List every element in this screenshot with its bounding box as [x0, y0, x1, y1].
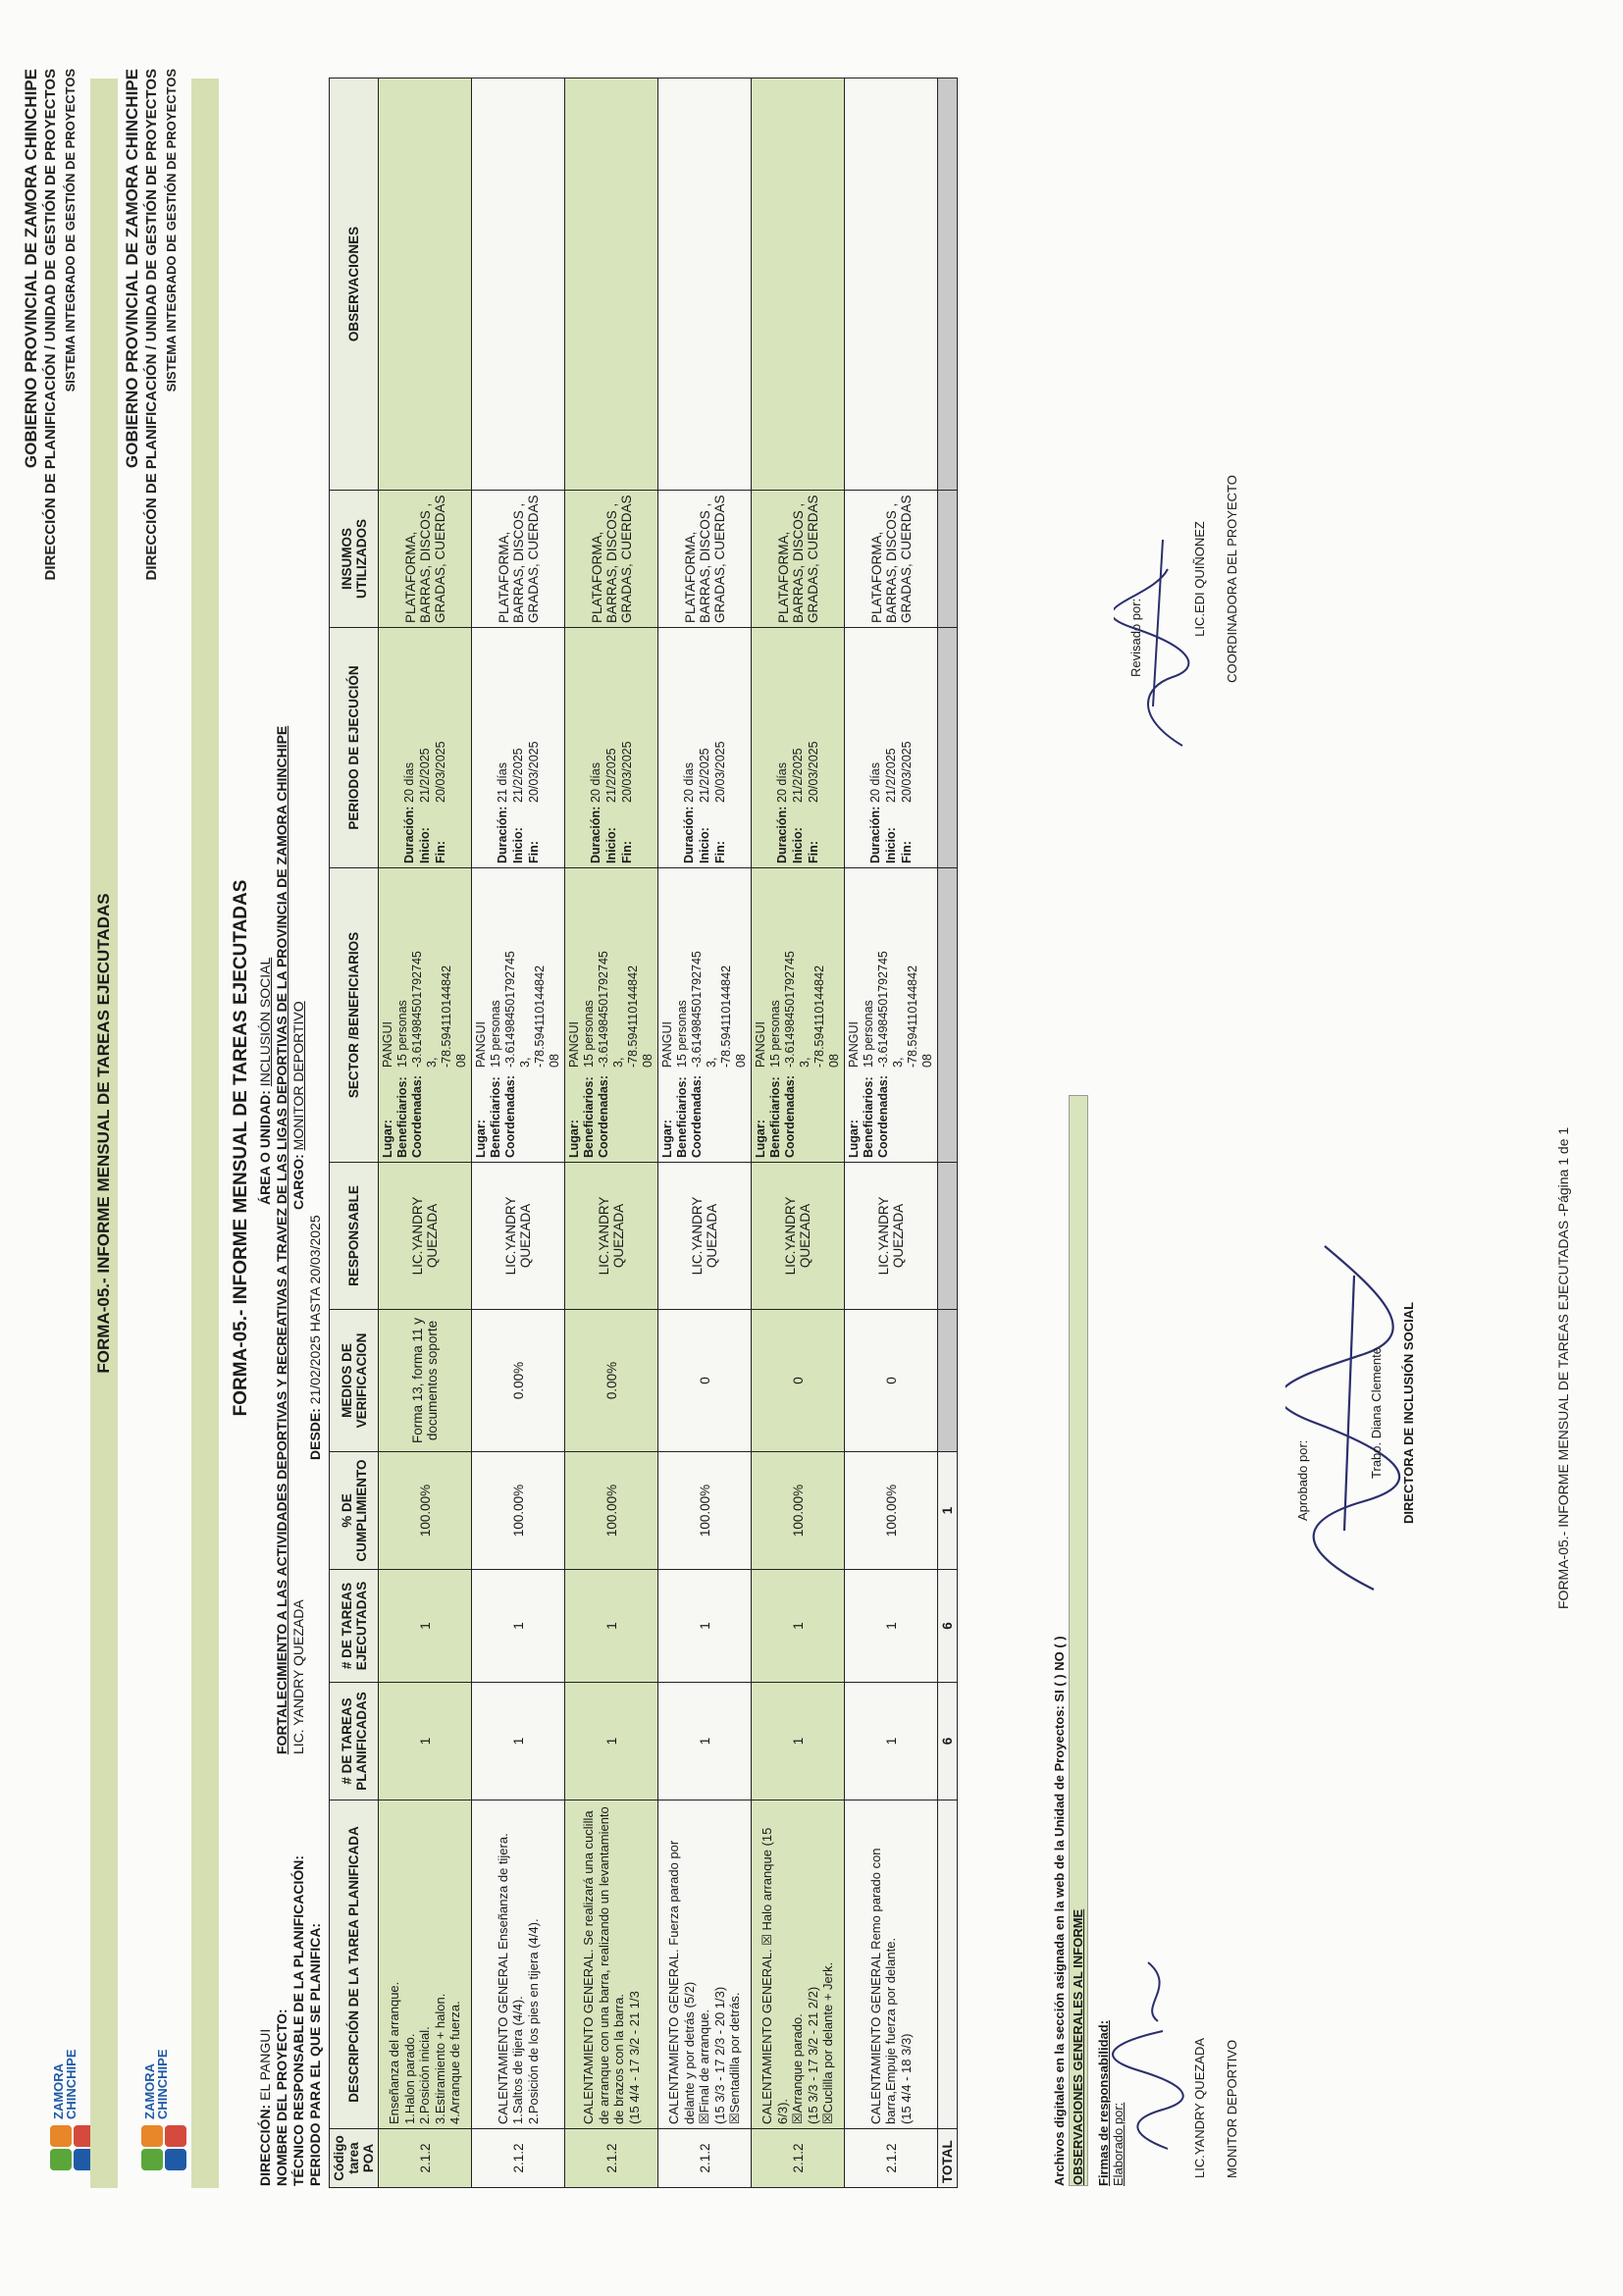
descripcion-cell: CALENTAMIENTO GENERAL. Se realizará una cuclilla de arranque con una barra, realizando un levantamiento de brazos con la barra. (15 4/4 - 17 3/2 - 21 1/3 — [565, 1800, 658, 2129]
beneficiarios-label: Beneficiarios: — [582, 1076, 596, 1158]
lugar-label: Lugar: — [754, 1120, 767, 1158]
medios-cell: 0 — [752, 1310, 845, 1452]
inicio-label: Inicio: — [604, 827, 618, 863]
cumplimiento-cell: 100.00% — [379, 1452, 472, 1570]
codigo-cell: 2.1.2 — [845, 2129, 938, 2188]
medios-cell: Forma 13, forma 11 y documentos soporte — [379, 1310, 472, 1452]
insumos-cell: PLATAFORMA, BARRAS, DISCOS , GRADAS, CUERDAS — [379, 491, 472, 628]
handwritten-signature-icon — [1114, 510, 1202, 765]
signature-elaborado — [1109, 1923, 1197, 2178]
org-header — [22, 69, 80, 580]
medios-cell: 0 — [658, 1310, 752, 1452]
beneficiarios-value: 15 personas — [675, 1000, 689, 1068]
insumos-cell: PLATAFORMA, BARRAS, DISCOS , GRADAS, CUERDAS — [752, 491, 845, 628]
total-planificadas: 6 — [938, 1683, 958, 1800]
aprobado-name: Trabo. Diana Clemente — [1369, 1347, 1384, 1479]
lugar-value: PANGUI — [754, 1021, 767, 1068]
lugar-label: Lugar: — [381, 1120, 394, 1158]
fin-value: 20/03/2025 — [434, 741, 447, 803]
cumplimiento-cell: 100.00% — [658, 1452, 752, 1570]
descripcion-cell: CALENTAMIENTO GENERAL Remo parado con barra,Empuje fuerza por delante. (15 4/4 - 18 3/3) — [845, 1800, 938, 2129]
col-insumos: INSUMOS UTILIZADOS — [330, 491, 379, 628]
codigo-cell: 2.1.2 — [565, 2129, 658, 2188]
duracion-label: Duración: — [589, 806, 602, 863]
inicio-value: 21/2/2025 — [418, 748, 432, 803]
sector-cell — [752, 868, 845, 1163]
proyecto-value: FORTALECIMIENTO A LAS ACTIVIDADES DEPORTIVAS Y RECREATIVAS A TRAVEZ DE LAS LIGAS DEPORTIVAS DE LA PROVINCIA DE ZAMORA CHINCHIPE — [274, 725, 289, 1754]
band-title: FORMA-05.- INFORME MENSUAL DE TAREAS EJECUTADAS — [94, 893, 113, 1374]
descripcion-cell: CALENTAMIENTO GENERAL. Fuerza parado por delante y por detrás (5/2) ☒Final de arranque. (15 3/3 - 17 2/3 - 20 1/3) ☒Sentadilla por detrás. — [658, 1800, 752, 2129]
table-row — [752, 78, 845, 2188]
planificadas-cell: 1 — [472, 1683, 565, 1800]
planificadas-cell: 1 — [379, 1683, 472, 1800]
aprobado-role: DIRECTORA DE INCLUSIÓN SOCIAL — [1401, 1301, 1416, 1525]
beneficiarios-value: 15 personas — [582, 1000, 596, 1068]
sector-cell — [845, 868, 938, 1163]
total-cumplimiento: 1 — [938, 1452, 958, 1570]
table-row — [658, 78, 752, 2188]
table-row — [845, 78, 938, 2188]
coordenadas-value: -3.614984501792745 3, -78.594110144842 08 — [503, 951, 561, 1068]
observaciones-cell — [658, 78, 752, 491]
cumplimiento-cell: 100.00% — [845, 1452, 938, 1570]
fin-label: Fin: — [713, 841, 727, 863]
sector-cell — [472, 868, 565, 1163]
fin-value: 20/03/2025 — [527, 741, 541, 803]
elaborado-role: MONITOR DEPORTIVO — [1225, 2039, 1239, 2178]
medios-cell: 0 — [845, 1310, 938, 1452]
insumos-cell: PLATAFORMA, BARRAS, DISCOS , GRADAS, CUERDAS — [845, 491, 938, 628]
lugar-value: PANGUI — [381, 1021, 394, 1068]
cargo-value: MONITOR DEPORTIVO — [290, 1001, 306, 1151]
cumplimiento-cell: 100.00% — [565, 1452, 658, 1570]
medios-cell: 0.00% — [472, 1310, 565, 1452]
responsable-cell: LIC.YANDRY QUEZADA — [658, 1163, 752, 1310]
fin-value: 20/03/2025 — [807, 741, 820, 803]
firmas-label: Firmas de responsabilidad: — [1096, 2019, 1111, 2186]
elaborado-name: LIC.YANDRY QUEZADA — [1192, 2037, 1207, 2178]
periodo-label: PERIODO PARA EL QUE SE PLANIFICA: — [307, 1922, 323, 2186]
footer-block — [1052, 77, 1126, 2186]
cargo-label: CARGO: — [290, 1154, 306, 1210]
beneficiarios-label: Beneficiarios: — [675, 1076, 689, 1158]
coordenadas-value: -3.614984501792745 3, -78.594110144842 08 — [690, 951, 748, 1068]
beneficiarios-value: 15 personas — [768, 1000, 782, 1068]
cumplimiento-cell: 100.00% — [472, 1452, 565, 1570]
beneficiarios-label: Beneficiarios: — [489, 1076, 502, 1158]
beneficiarios-value: 15 personas — [489, 1000, 502, 1068]
col-medios: MEDIOS DE VERIFICACION — [330, 1310, 379, 1452]
direccion-value: EL PANGUI — [257, 2028, 273, 2101]
observaciones-cell — [472, 78, 565, 491]
coordenadas-value: -3.614984501792745 3, -78.594110144842 08 — [876, 951, 934, 1068]
fin-value: 20/03/2025 — [620, 741, 634, 803]
planificadas-cell: 1 — [752, 1683, 845, 1800]
responsable-cell: LIC.YANDRY QUEZADA — [752, 1163, 845, 1310]
responsable-cell: LIC.YANDRY QUEZADA — [472, 1163, 565, 1310]
lugar-value: PANGUI — [660, 1021, 674, 1068]
fin-label: Fin: — [434, 841, 447, 863]
sector-cell — [379, 868, 472, 1163]
revisado-label: Revisado por: — [1128, 598, 1143, 677]
page-footer: FORMA-05.- INFORME MENSUAL DE TAREAS EJECUTADAS -Página 1 de 1 — [1555, 1126, 1571, 1609]
col-cumplimiento: % DE CUMPLIMIENTO — [330, 1452, 379, 1570]
duracion-value: 20 días — [775, 761, 789, 803]
inicio-label: Inicio: — [511, 827, 525, 863]
inicio-value: 21/2/2025 — [698, 748, 711, 803]
insumos-cell: PLATAFORMA, BARRAS, DISCOS , GRADAS, CUERDAS — [658, 491, 752, 628]
periodo-cell — [752, 628, 845, 868]
lugar-label: Lugar: — [474, 1120, 488, 1158]
coordenadas-label: Coordenadas: — [690, 1074, 704, 1158]
aprobado-label: Aprobado por: — [1295, 1439, 1310, 1521]
tecnico-value: LIC. YANDRY QUEZADA — [290, 1599, 306, 1754]
codigo-cell: 2.1.2 — [379, 2129, 472, 2188]
duracion-value: 20 días — [402, 761, 416, 803]
area-label: ÁREA O UNIDAD: — [257, 1090, 273, 1205]
ejecutadas-cell: 1 — [752, 1570, 845, 1683]
observaciones-label: OBSERVACIONES GENERALES AL INFORME — [1071, 1908, 1085, 2185]
table-row — [565, 78, 658, 2188]
lugar-label: Lugar: — [660, 1120, 674, 1158]
coordenadas-label: Coordenadas: — [410, 1074, 424, 1158]
fin-value: 20/03/2025 — [900, 741, 914, 803]
lugar-value: PANGUI — [847, 1021, 861, 1068]
inicio-value: 21/2/2025 — [791, 748, 805, 803]
table-row — [379, 78, 472, 2188]
org-unit-2: DIRECCIÓN DE PLANIFICACIÓN / UNIDAD DE GESTIÓN DE PROYECTOS — [143, 69, 160, 581]
col-ejecutadas: # DE TAREAS EJECUTADAS — [330, 1570, 379, 1683]
coordenadas-value: -3.614984501792745 3, -78.594110144842 08 — [410, 951, 468, 1068]
inicio-value: 21/2/2025 — [604, 748, 618, 803]
lugar-value: PANGUI — [567, 1021, 581, 1068]
tasks-table — [329, 78, 958, 2188]
inicio-value: 21/2/2025 — [884, 748, 898, 803]
periodo-cell — [845, 628, 938, 868]
tecnico-label: TÉCNICO RESPONSABLE DE LA PLANIFICACIÓN: — [290, 1854, 306, 2186]
total-ejecutadas: 6 — [938, 1570, 958, 1683]
proyecto-label: NOMBRE DEL PROYECTO: — [274, 2009, 289, 2186]
duracion-label: Duración: — [868, 806, 882, 863]
org-name: GOBIERNO PROVINCIAL DE ZAMORA CHINCHIPE — [22, 69, 40, 469]
logo-text: ZAMORA CHINCHIPE — [51, 2049, 79, 2119]
sector-cell — [658, 868, 752, 1163]
coordenadas-label: Coordenadas: — [597, 1074, 610, 1158]
lugar-label: Lugar: — [847, 1120, 861, 1158]
ejecutadas-cell: 1 — [658, 1570, 752, 1683]
inicio-value: 21/2/2025 — [511, 748, 525, 803]
observaciones-bar — [1069, 1095, 1088, 2186]
periodo-cell — [658, 628, 752, 868]
beneficiarios-label: Beneficiarios: — [862, 1076, 875, 1158]
org-header-2 — [123, 69, 182, 580]
periodo-cell — [379, 628, 472, 868]
inicio-label: Inicio: — [418, 827, 432, 863]
medios-cell: 0.00% — [565, 1310, 658, 1452]
coordenadas-label: Coordenadas: — [503, 1074, 517, 1158]
ejecutadas-cell: 1 — [565, 1570, 658, 1683]
codigo-cell: 2.1.2 — [752, 2129, 845, 2188]
direccion-label: DIRECCIÓN: — [257, 2104, 273, 2186]
planificadas-cell: 1 — [658, 1683, 752, 1800]
ejecutadas-cell: 1 — [472, 1570, 565, 1683]
inicio-label: Inicio: — [791, 827, 805, 863]
org-unit: DIRECCIÓN DE PLANIFICACIÓN / UNIDAD DE GESTIÓN DE PROYECTOS — [42, 69, 59, 581]
form-title: FORMA-05.- INFORME MENSUAL DE TAREAS EJECUTADAS — [231, 879, 251, 1417]
fin-label: Fin: — [620, 841, 634, 863]
insumos-cell: PLATAFORMA, BARRAS, DISCOS , GRADAS, CUERDAS — [565, 491, 658, 628]
signature-revisado — [1114, 510, 1202, 765]
col-sector: SECTOR /BENEFICIARIOS — [330, 868, 379, 1163]
hasta-value: 20/03/2025 — [307, 1215, 323, 1284]
observaciones-cell — [845, 78, 938, 491]
org-system-2: SISTEMA INTEGRADO DE GESTIÓN DE PROYECTOS — [164, 69, 179, 392]
col-codigo: Código tarea POA — [330, 2129, 379, 2188]
beneficiarios-value: 15 personas — [862, 1000, 875, 1068]
handwritten-signature-icon — [1109, 1923, 1197, 2178]
logo-text-2: ZAMORA CHINCHIPE — [142, 2049, 170, 2119]
observaciones-cell — [752, 78, 845, 491]
lugar-value: PANGUI — [474, 1021, 488, 1068]
org-name-2: GOBIERNO PROVINCIAL DE ZAMORA CHINCHIPE — [123, 69, 141, 469]
beneficiarios-label: Beneficiarios: — [768, 1076, 782, 1158]
periodo-cell — [565, 628, 658, 868]
responsable-cell: LIC.YANDRY QUEZADA — [379, 1163, 472, 1310]
codigo-cell: 2.1.2 — [658, 2129, 752, 2188]
duracion-value: 20 días — [589, 761, 602, 803]
elaborado-label: Elaborado por: — [1111, 2102, 1126, 2186]
col-responsable: RESPONSABLE — [330, 1163, 379, 1310]
duracion-label: Duración: — [402, 806, 416, 863]
descripcion-cell: Enseñanza del arranque. 1.Halon parado. 2.Posición inicial. 3.Estiramiento + halon. 4.Arranque de fuerza. — [379, 1800, 472, 2129]
duracion-value: 20 días — [682, 761, 696, 803]
duracion-label: Duración: — [775, 806, 789, 863]
beneficiarios-label: Beneficiarios: — [395, 1076, 409, 1158]
fin-value: 20/03/2025 — [713, 741, 727, 803]
revisado-name: LIC.EDI QUIÑONEZ — [1192, 521, 1207, 637]
planificadas-cell: 1 — [565, 1683, 658, 1800]
desde-value: 21/02/2025 — [307, 1335, 323, 1405]
coordenadas-label: Coordenadas: — [783, 1074, 797, 1158]
fin-label: Fin: — [900, 841, 914, 863]
revisado-role: COORDINADORA DEL PROYECTO — [1225, 475, 1239, 683]
planificadas-cell: 1 — [845, 1683, 938, 1800]
duracion-value: 21 días — [496, 761, 509, 803]
insumos-cell: PLATAFORMA, BARRAS, DISCOS , GRADAS, CUERDAS — [472, 491, 565, 628]
total-label: TOTAL — [938, 2129, 958, 2188]
coordenadas-value: -3.614984501792745 3, -78.594110144842 08 — [783, 951, 841, 1068]
codigo-cell: 2.1.2 — [472, 2129, 565, 2188]
observaciones-cell — [379, 78, 472, 491]
area-value: INCLUSIÓN SOCIAL — [257, 957, 273, 1087]
sector-cell — [565, 868, 658, 1163]
descripcion-cell: CALENTAMIENTO GENERAL Enseñanza de tijera. 1.Saltos de tijera (4/4). 2.Posición de los pies en tijera (4/4). — [472, 1800, 565, 2129]
observaciones-cell — [565, 78, 658, 491]
header-band — [90, 78, 118, 2188]
hasta-label: HASTA — [307, 1287, 323, 1332]
coordenadas-label: Coordenadas: — [876, 1074, 890, 1158]
archivos-text: Archivos digitales en la sección asignada en la web de la Unidad de Proyectos: SI ( ) NO ( ) — [1052, 1636, 1067, 2186]
table-row — [472, 78, 565, 2188]
periodo-cell — [472, 628, 565, 868]
responsable-cell: LIC.YANDRY QUEZADA — [845, 1163, 938, 1310]
duracion-value: 20 días — [868, 761, 882, 803]
lugar-label: Lugar: — [567, 1120, 581, 1158]
cumplimiento-cell: 100.00% — [752, 1452, 845, 1570]
org-system: SISTEMA INTEGRADO DE GESTIÓN DE PROYECTOS — [63, 69, 78, 392]
coordenadas-value: -3.614984501792745 3, -78.594110144842 08 — [597, 951, 654, 1068]
header-band-2 — [191, 78, 219, 2188]
fin-label: Fin: — [527, 841, 541, 863]
fin-label: Fin: — [807, 841, 820, 863]
col-observaciones: OBSERVACIONES — [330, 78, 379, 491]
duracion-label: Duración: — [682, 806, 696, 863]
beneficiarios-value: 15 personas — [395, 1000, 409, 1068]
responsable-cell: LIC.YANDRY QUEZADA — [565, 1163, 658, 1310]
duracion-label: Duración: — [496, 806, 509, 863]
col-planificadas: # DE TAREAS PLANIFICADAS — [330, 1683, 379, 1800]
project-info — [257, 77, 324, 2186]
descripcion-cell: CALENTAMIENTO GENERAL. ☒ Halo arranque (15 6/3). ☒Arranque parado. (15 3/3 - 17 3/2 - 21 2/2) ☒Cuclilla por delante + Jerk. — [752, 1800, 845, 2129]
ejecutadas-cell: 1 — [379, 1570, 472, 1683]
col-periodo: PERIODO DE EJECUCIÓN — [330, 628, 379, 868]
ejecutadas-cell: 1 — [845, 1570, 938, 1683]
col-descripcion: DESCRIPCIÓN DE LA TAREA PLANIFICADA — [330, 1800, 379, 2129]
desde-label: DESDE: — [307, 1408, 323, 1460]
inicio-label: Inicio: — [884, 827, 898, 863]
inicio-label: Inicio: — [698, 827, 711, 863]
